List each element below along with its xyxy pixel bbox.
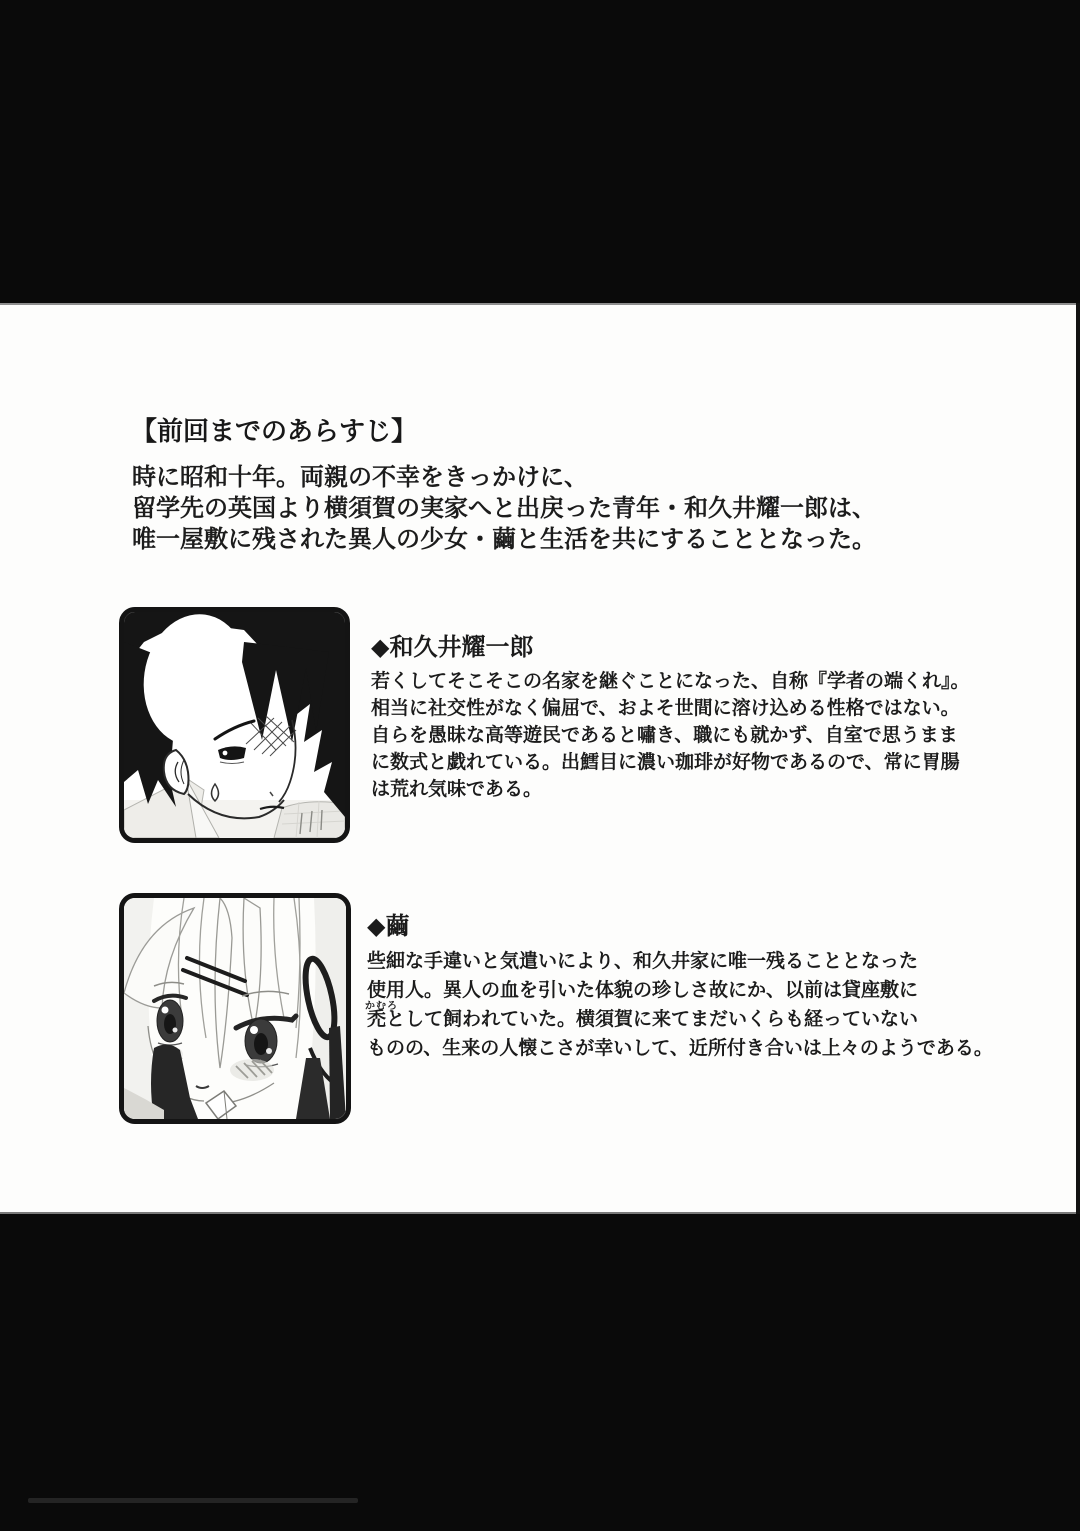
character-name: ◆繭 [367,911,410,940]
description-line: 若くしてそこそこの名家を継ぐことになった、自称『学者の端くれ』。 [371,670,970,692]
wakui-portrait-illustration [124,612,345,838]
description-line: 自らを愚昧な高等遊民であると嘯き、職にも就かず、自室で思うまま [371,724,958,746]
mayu-portrait-illustration [124,898,346,1119]
paper-edge-shadow [1076,303,1080,1214]
character-description [367,947,993,1063]
description-line: 些細な手違いと気遣いにより、和久井家に唯一残ることとなった [367,950,919,972]
intro-line: 留学先の英国より横須賀の実家へと出戻った青年・和久井耀一郎は、 [132,493,876,522]
description-line-rest: として飼われていた。横須賀に来てまだいくらも経っていない [386,1008,919,1030]
mayu-portrait-box [119,893,351,1124]
wakui-portrait-box [119,607,350,843]
description-line: ものの、生来の人懐こさが幸いして、近所付き合いは上々のようである。 [367,1037,993,1059]
mayu-profile [367,906,993,1063]
description-line: は荒れ気味である。 [371,778,543,800]
synopsis-intro [132,461,876,554]
wakui-profile [371,627,970,803]
intro-line: 唯一屋敷に残された異人の少女・繭と生活を共にすることとなった。 [132,524,876,553]
description-line: 使用人。異人の血を引いた体貌の珍しさ故にか、以前は貸座敷に [367,979,919,1001]
description-line-with-furigana [365,1001,993,1034]
furigana: かむろ [365,1001,398,1012]
description-line: 相当に社交性がなく偏屈で、およそ世間に溶け込める性格ではない。 [371,697,960,719]
character-description [371,668,970,803]
character-name: ◆和久井耀一郎 [371,632,534,661]
scan-artifact-line [28,1498,358,1503]
intro-line: 時に昭和十年。両親の不幸をきっかけに、 [132,462,588,491]
synopsis-title: 【前回までのあらすじ】 [131,417,418,447]
description-line: に数式と戯れている。出鱈目に濃い珈琲が好物であるので、常に胃腸 [371,751,960,773]
ruby-base: かむろ 禿 [367,1005,386,1034]
